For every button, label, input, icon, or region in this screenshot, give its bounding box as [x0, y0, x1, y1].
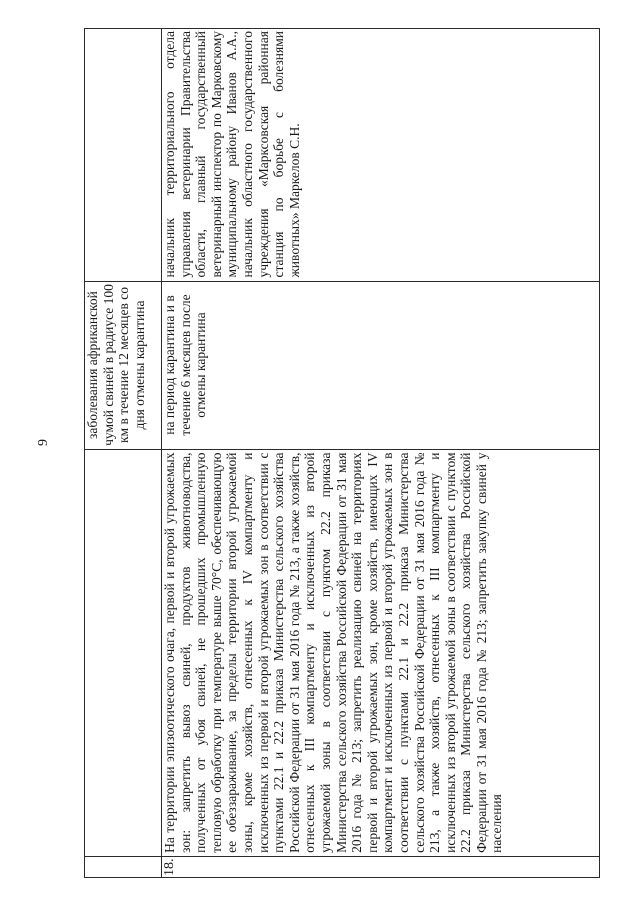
measure-text: На территории эпизоотического очага, первой и второй угрожаемых зон: запретить вывоз свиней, продуктов животноводства, полученных от убоя свиней, не прошедших промышленную тепловую обработку при температуре выше 70°С, обеспечивающую ее обеззараживание, за пределы территории второй угрожаемой зоны, кроме хозяйств, отнесенных к IV компартменту и исключенных из первой и второй угрожаемых зон в соответствии с пунктами 22.1 и 22.2 приказа Министерства сельского хозяйства Российской Федерации от 31 мая 2016 года № 213, а также хозяйств, отнесенных к III компартменту и исключенных из второй угрожаемой зоны в соответствии с пунктом 22.2 приказа Министерства сельского хозяйства Российской Федерации от 31 мая 2016 года № 213; запретить реализацию свиней на территориях первой и второй угрожаемых зон, кроме хозяйств, имеющих IV компартмент и исключенных из первой и второй угрожаемых зон в соответствии с пунктами 22.1 и 22.2 приказа Министерства сельского хозяйства Российской Федерации от 31 мая 2016 года № 213, а также хозяйств, отнесенных к III компартменту и исключенных из второй угрожаемой зоны в соответствии с пунктом 22.2 приказа Министерства сельского хозяйства Российской Федерации от 31 мая 2016 года № 213; запретить закупку свиней у населения	[162, 450, 600, 856]
term-text: на период карантина и в течение 6 месяцев после отмены карантина	[162, 281, 600, 450]
measures-table	[84, 28, 600, 878]
term-text: заболевания африканской чумой свиней в радиусе 100 км в течение 12 месяцев со дня отмены карантина	[85, 284, 147, 446]
responsible-text: начальник территориального отдела управления ветеринарии Правительства области, главный государственный ветеринарный инспектор по Марковскому муниципальному району Иванов А.А., начальник областного государственного учреждения «Марксовская районная станция по борьбе с болезнями животных» Маркелов С.Н.	[162, 29, 600, 282]
page-number: 9	[36, 439, 51, 446]
term-cell	[85, 281, 162, 450]
row-number: 18.	[162, 856, 600, 877]
table-row	[162, 29, 600, 878]
measure-cell-empty	[85, 450, 162, 856]
rotated-table-container	[84, 28, 600, 878]
number-cell-empty	[85, 856, 162, 877]
table-row-continuation	[85, 29, 162, 878]
responsible-cell-empty	[85, 29, 162, 282]
